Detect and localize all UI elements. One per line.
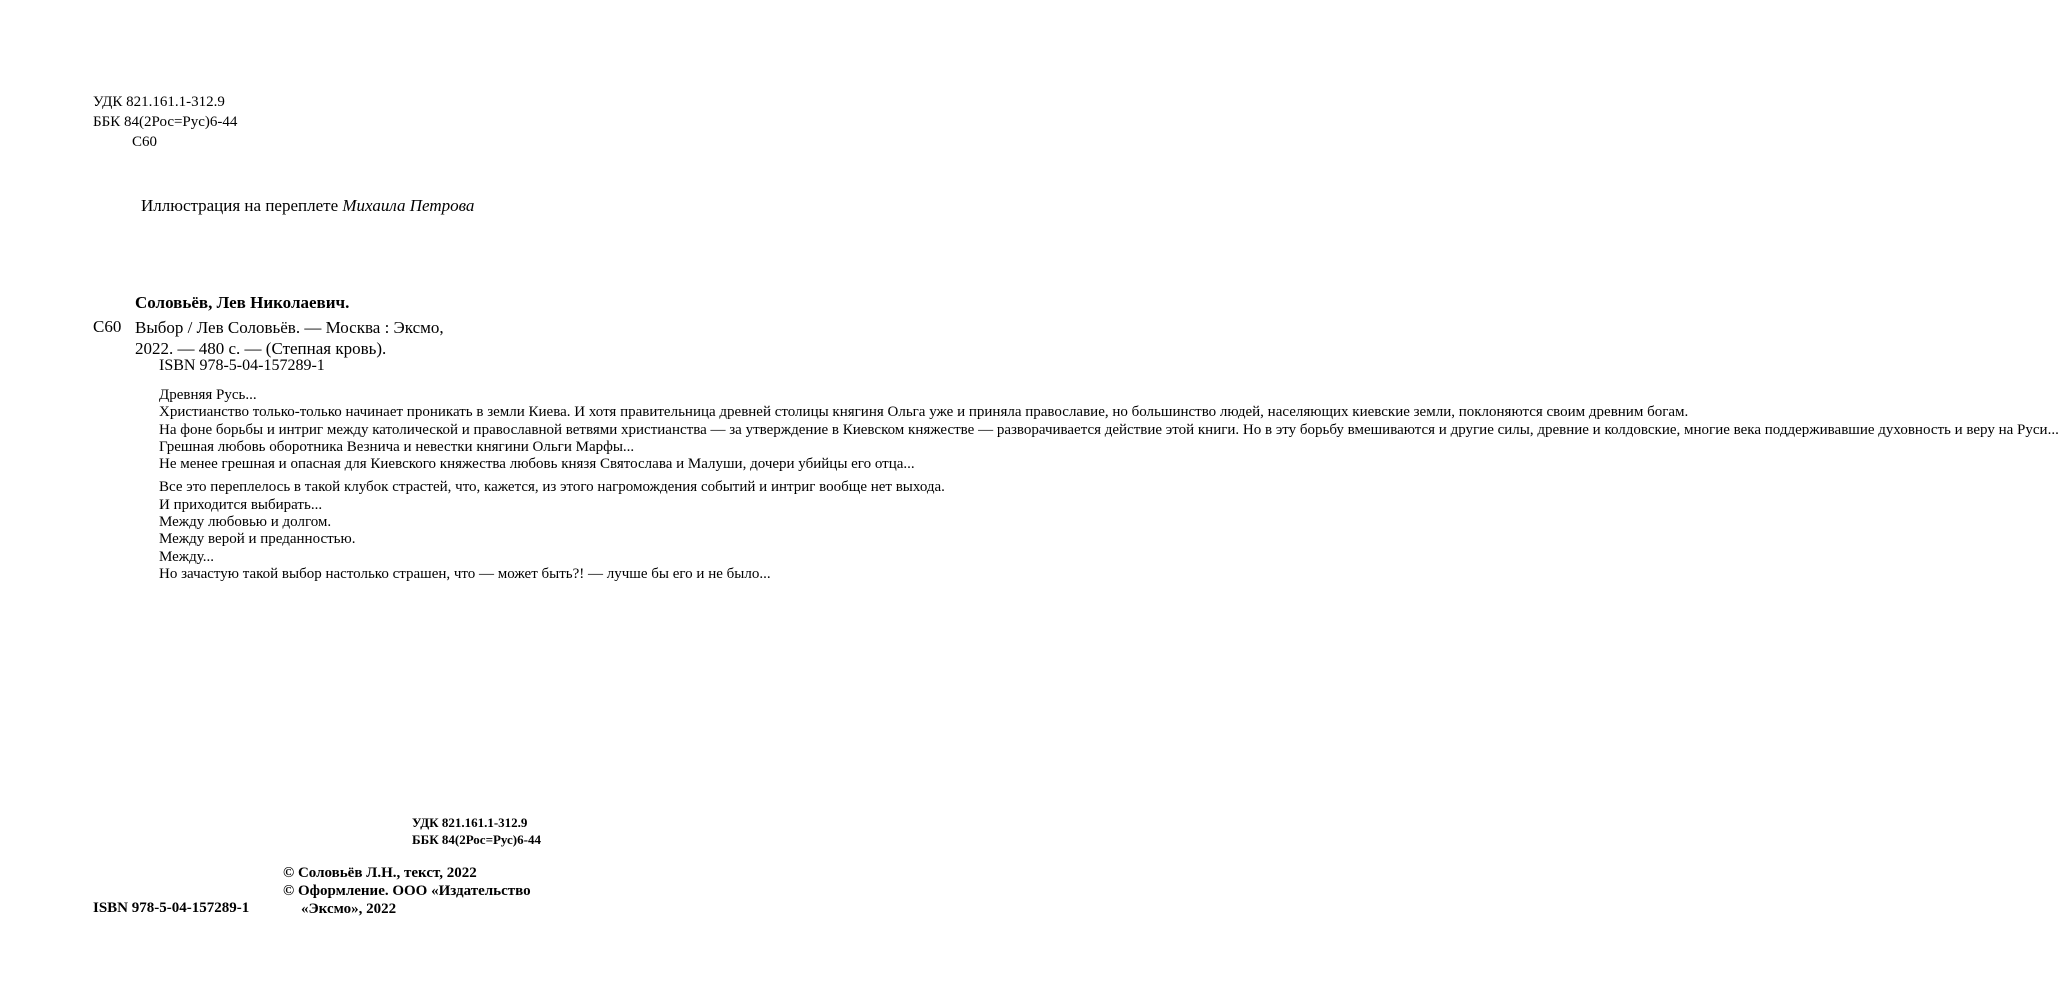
annotation-paragraph: И приходится выбирать... bbox=[159, 496, 323, 513]
footer-classification bbox=[412, 814, 541, 848]
bbk-code: ББК 84(2Рос=Рус)6-44 bbox=[93, 114, 238, 130]
copyright-design: © Оформление. ООО «Издательство bbox=[283, 883, 531, 899]
biblio-line-1-text: Выбор / Лев Соловьёв. — Москва : Эксмо, bbox=[135, 318, 444, 337]
annotation-paragraph: Но зачастую такой выбор настолько страшен, что — может быть?! — лучше бы его и не было... bbox=[159, 565, 771, 582]
copyright-text: © Соловьёв Л.Н., текст, 2022 bbox=[283, 865, 477, 881]
annotation-paragraph: Между верой и преданностью. bbox=[159, 531, 356, 548]
udk-code: УДК 821.161.1-312.9 bbox=[93, 94, 225, 110]
annotation-paragraph: Христианство только-только начинает проникать в земли Киева. И хотя правительница древней столицы княгиня Ольга уже и приняла православие, но большинство людей, населяющих киевские земли, поклоняются своим древним богам. bbox=[159, 404, 1689, 421]
annotation-paragraph: Между любовью и долгом. bbox=[159, 514, 332, 531]
annotation-paragraph: Древняя Русь... bbox=[159, 387, 257, 403]
bibliographic-description bbox=[135, 317, 554, 359]
annotation-paragraph: Грешная любовь оборотника Везнича и невестки княгини Ольги Марфы... bbox=[159, 438, 635, 455]
copyright-block bbox=[283, 864, 531, 918]
illustration-credit bbox=[141, 196, 474, 216]
margin-author-mark: С60 bbox=[93, 317, 122, 336]
author-mark: С60 bbox=[132, 134, 158, 150]
annotation bbox=[135, 387, 2059, 583]
isbn: ISBN 978-5-04-157289-1 bbox=[159, 357, 325, 374]
author-heading: Соловьёв, Лев Николаевич. bbox=[135, 293, 350, 312]
illustration-prefix: Иллюстрация на переплете bbox=[141, 196, 339, 215]
annotation-paragraph: Между... bbox=[159, 548, 215, 565]
biblio-line-1 bbox=[135, 317, 554, 338]
biblio-line-2: 2022. — 480 с. — (Степная кровь). bbox=[135, 339, 387, 358]
illustration-artist: Михаила Петрова bbox=[342, 196, 475, 215]
footer-bbk-code: ББК 84(2Рос=Рус)6-44 bbox=[412, 832, 541, 847]
isbn-bottom: ISBN 978-5-04-157289-1 bbox=[93, 900, 250, 916]
copyright-publisher: «Эксмо», 2022 bbox=[301, 901, 397, 917]
annotation-paragraph: На фоне борьбы и интриг между католической и православной ветвями христианства — за утверждение в Киевском княжестве — разворачивается действие этой книги. Но в эту борьбу вмешиваются и другие силы, древние и колдовские, многие века поддерживавшие духовность и веру на Руси... bbox=[159, 421, 2059, 438]
classification-block bbox=[93, 92, 237, 152]
annotation-paragraph: Все это переплелось в такой клубок страстей, что, кажется, из этого нагромождения событий и интриг вообще нет выхода. bbox=[159, 479, 945, 496]
annotation-paragraph: Не менее грешная и опасная для Киевского княжества любовь князя Святослава и Малуши, дочери убийцы его отца... bbox=[159, 456, 915, 473]
footer-udk-code: УДК 821.161.1-312.9 bbox=[412, 815, 528, 830]
